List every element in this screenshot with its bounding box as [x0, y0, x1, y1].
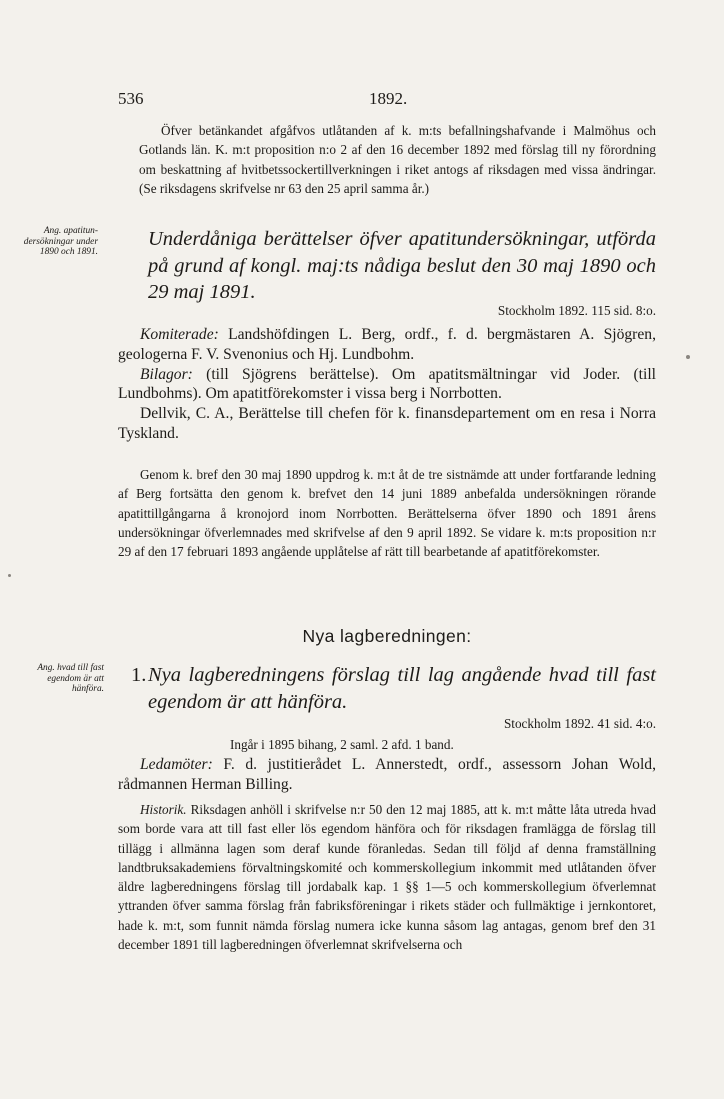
intro-paragraph: Öfver betänkandet afgåfvos utlåtanden af k. m:ts befallningshafvande i Malmöhus och Gotlands län. K. m:t proposition n:o 2 af den 16 december 1892 med förslag till ny förordning om beskattning af hvitbetssockertillverkningen i riket antogs af riksdagen med vissa ändringar. (Se riksdagens skrifvelse nr 63 den 25 april samma år.)	[139, 123, 656, 196]
scan-speck	[8, 574, 11, 577]
page-year: 1892.	[369, 89, 408, 108]
section2-historik: Historik. Riksdagen anhöll i skrifvelse n:r 50 den 12 maj 1885, att k. m:t måtte låta utreda hvad som borde vara att till fast eller lös egendom hänföra och för riksdagen framlägga de förslag till tillägg i allmänna lagen som deraf kunde föranledas. Sedan till följd af denna framställning landtbruksakademiens förvaltningskomité och kommerskollegium inkommit med utlåtanden öfver äldre lagberedningens förslag till jordabalk kap. 1 §§ 1—5 och kommerskollegium öfverlemnat yttranden öfver samma förslag från fabriksföreningar i rikets städer och fullmäktige i jernkontoret, hade k. m:t, som funnit nämda förslag numera icke kunna såsom lag antagas, genom bref den 31 december 1891 till lagberedningen öfverlemnat skrifvelserna och	[118, 802, 656, 953]
section1-pubinfo: Stockholm 1892. 115 sid. 8:o.	[497, 303, 656, 318]
section2-title: Nya lagberedningens förslag till lag angående hvad till fast egendom är att hänföra.	[148, 664, 656, 713]
page-header	[118, 89, 650, 111]
dellvik-line: Dellvik, C. A., Berättelse till chefen för k. finansdepartement om en resa i Norra Tyskland.	[118, 405, 656, 442]
margin-note-apatit: Ang. apatitun-dersökningar under 1890 och 1891.	[23, 226, 98, 257]
section1-body: Genom k. bref den 30 maj 1890 uppdrog k. m:t åt de tre sistnämde att under fortfarande ledning af Berg fortsätta den genom k. brefvet den 14 juni 1889 anbefalda undersökningen rörande apatittillgångarna å kronojord inom Norrbotten. Berättelserna öfver 1890 och 1891 årens undersökningar öfverlemnades med skrifvelse af den 9 april 1892. Se vidare k. m:ts proposition n:r 29 af den 17 februari 1893 angående upplåtelse af rätt till bearbetande af apatitförekomster.	[118, 467, 656, 560]
section2-number: 1.	[131, 664, 147, 686]
komiterade-line: Komiterade: Landshöfdingen L. Berg, ordf., f. d. bergmästaren A. Sjögren, geologerna F. V. Svenonius och Hj. Lundbohm.	[118, 326, 656, 363]
bilagor-line: Bilagor: (till Sjögrens berättelse). Om apatitsmältningar vid Joder. (till Lundbohms). Om apatitförekomster i vissa berg i Norrbotten.	[118, 365, 656, 403]
section-heading: Nya lagberedningen:	[302, 626, 472, 646]
section2-ledamoter: Ledamöter: F. d. justitierådet L. Annerstedt, ordf., assessorn Johan Wold, rådmannen Herman Billing.	[118, 756, 656, 793]
page-number: 536	[118, 89, 144, 108]
margin-note-fast-egendom: Ang. hvad till fast egendom är att hänföra.	[37, 663, 104, 694]
section2-ingar: Ingår i 1895 bihang, 2 saml. 2 afd. 1 band.	[230, 737, 454, 752]
section2-pubinfo: Stockholm 1892. 41 sid. 4:o.	[503, 716, 656, 731]
section1-details	[118, 325, 656, 444]
section1-title: Underdåniga berättelser öfver apatitundersökningar, utförda på grund af kongl. maj:ts nådiga beslut den 30 maj 1890 och 29 maj 1891.	[148, 228, 656, 303]
scan-speck	[686, 355, 690, 359]
